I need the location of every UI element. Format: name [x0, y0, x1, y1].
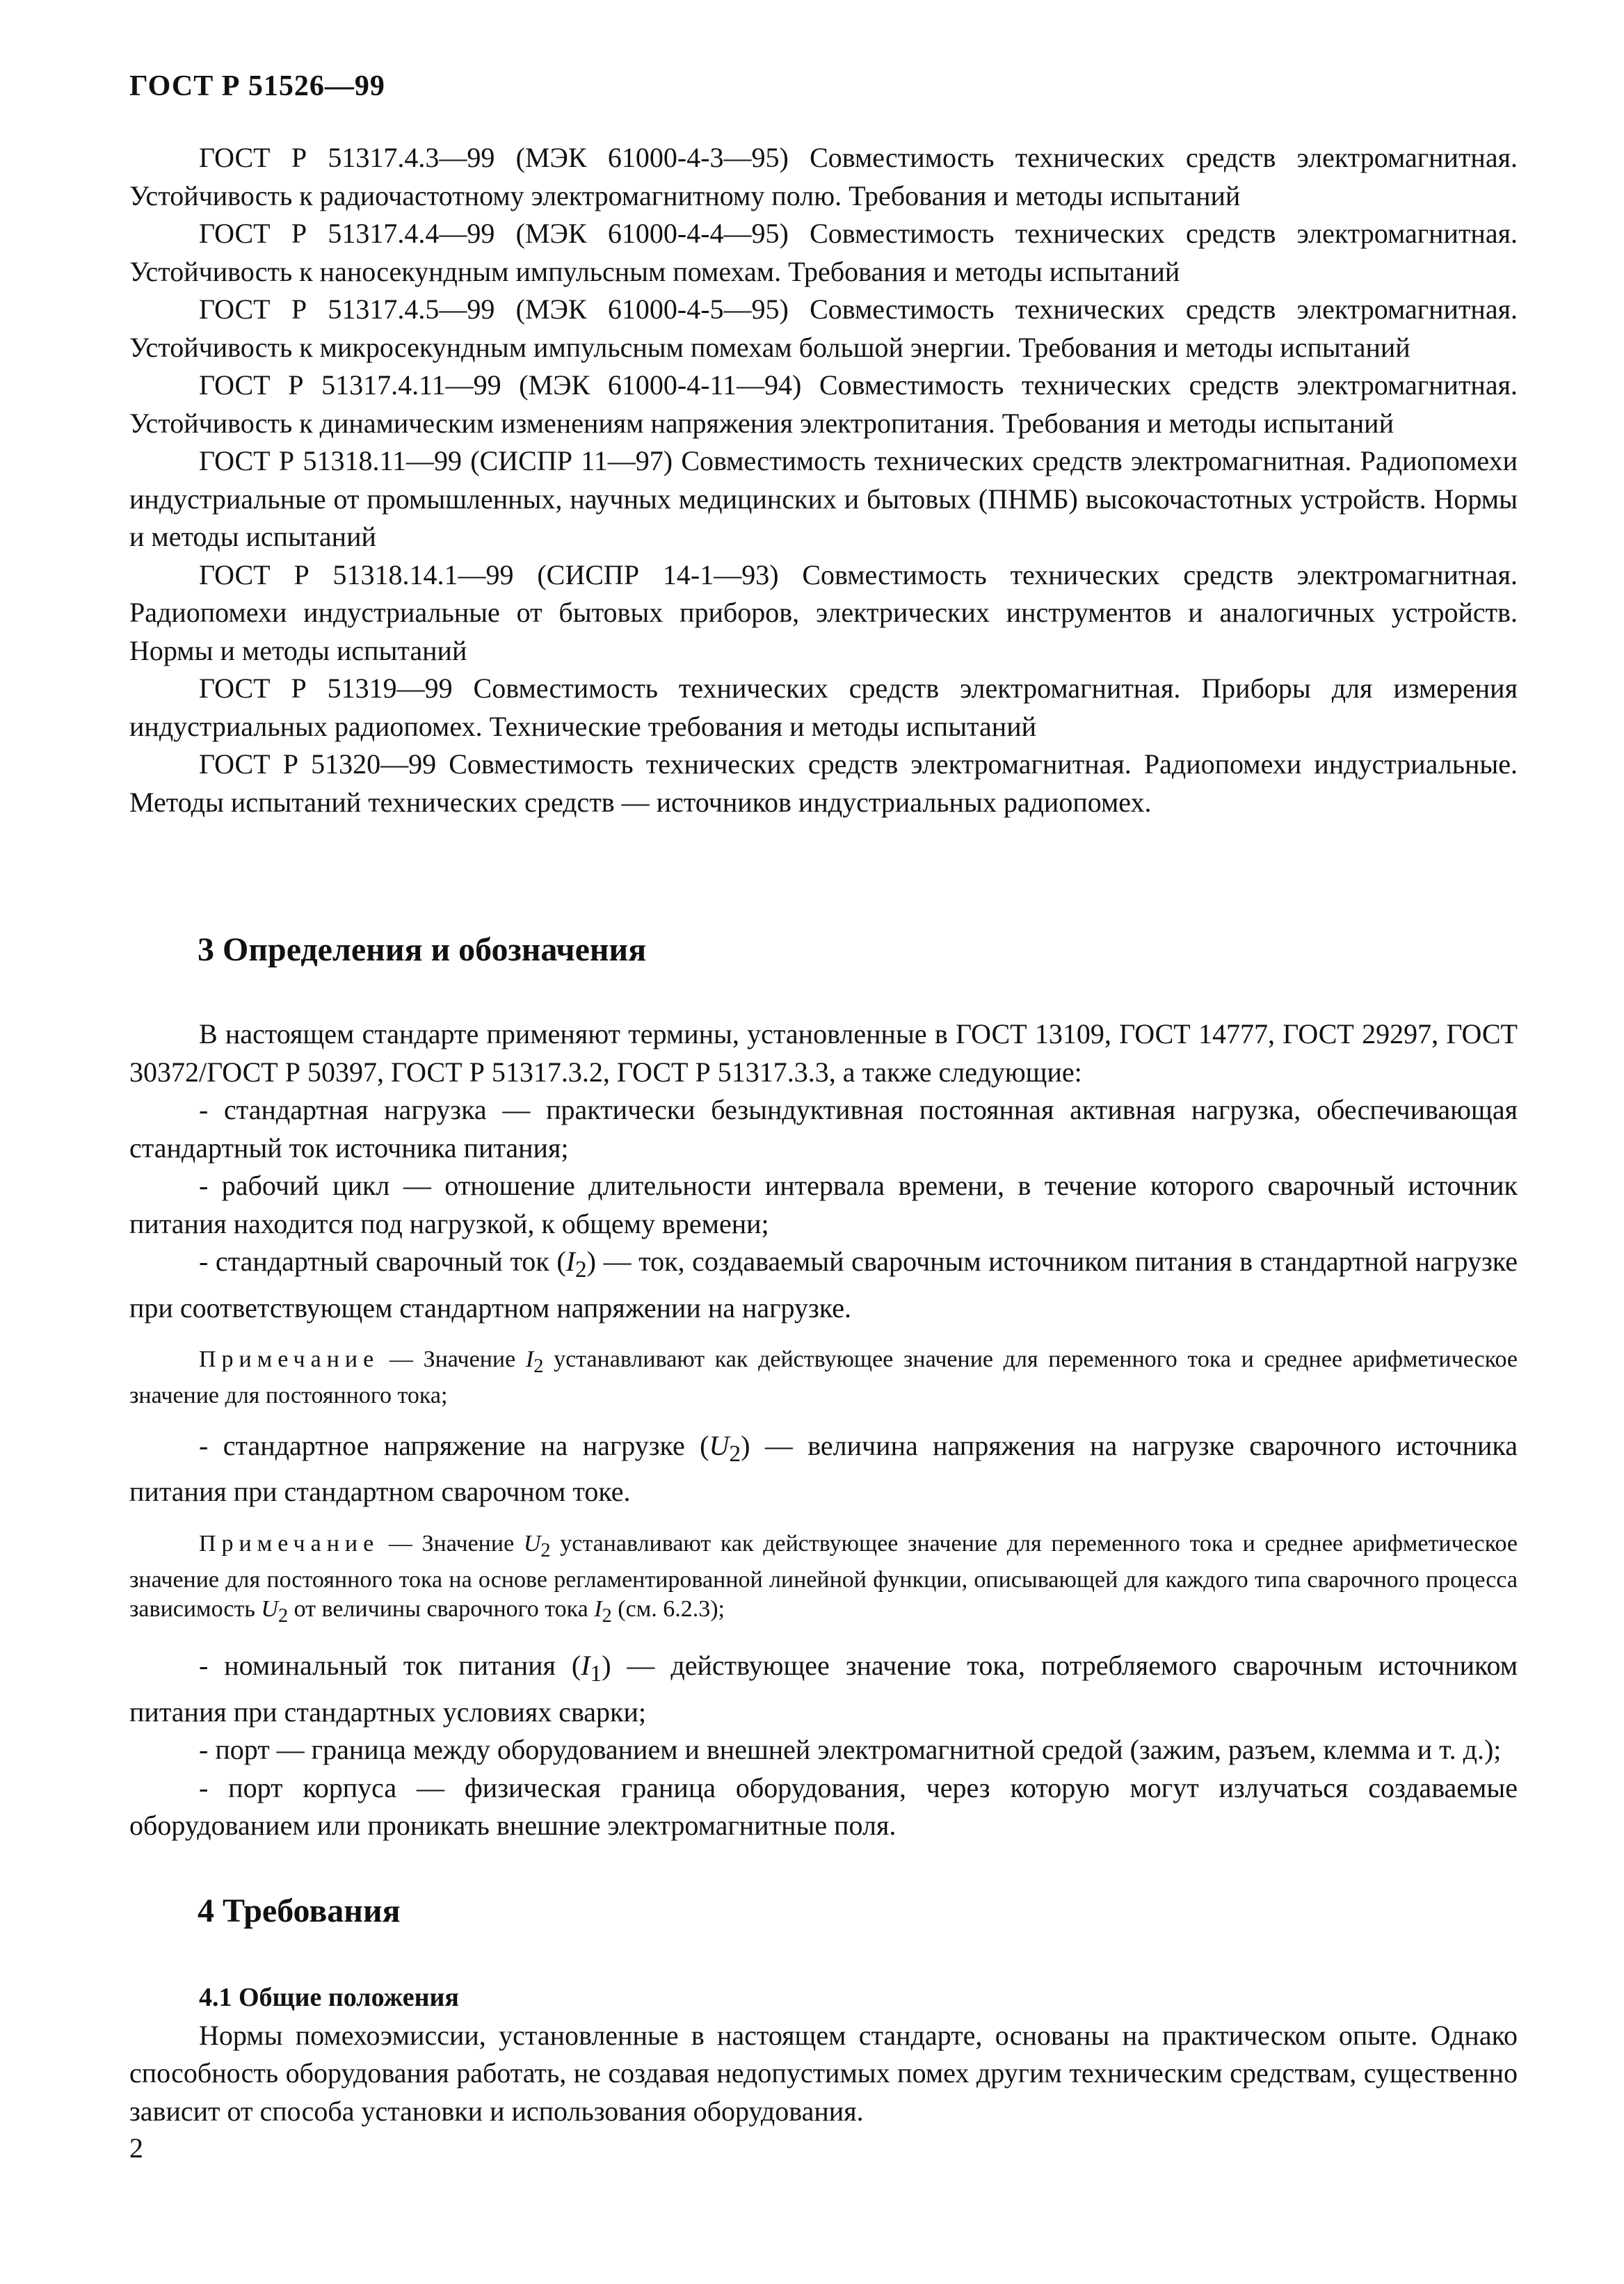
running-head: ГОСТ Р 51526—99 — [129, 70, 385, 102]
reference-item: ГОСТ Р 51317.4.11—99 (МЭК 61000-4-11—94) Совместимость технических средств электромагнитная. Устойчивость к динамическим изменениям напряжения электропитания. Требования и методы испытаний — [129, 369, 1518, 439]
page-number: 2 — [129, 2132, 143, 2164]
reference-item: ГОСТ Р 51317.4.4—99 (МЭК 61000-4-4—95) Совместимость технических средств электромагнитная. Устойчивость к наносекундным импульсным помехам. Требования и методы испытаний — [129, 218, 1518, 287]
definition-welding-current: - стандартный сварочный ток $(I_2)$ — ток, создаваемый сварочным источником питания в стандартной нагрузке при соответствующем стандартном напряжении на нагрузке. — [129, 1246, 1518, 1324]
note-2: Примечание — Значение $U_2$ устанавливают как действующее значение для переменного тока и среднее арифметическое значение для постоянного тока на основе регламентированной линейной функции, описывающей для каждого типа сварочного процесса зависимость $U_2$ от величины сварочного тока $I_2$ (см. 6.2.3); — [129, 1530, 1518, 1627]
subsection-4-1-heading: 4.1 Общие положения — [199, 1983, 459, 2012]
reference-item: ГОСТ Р 51318.11—99 (СИСПР 11—97) Совместимость технических средств электромагнитная. Радиопомехи индустриальные от промышленных, научных медицинских и бытовых (ПНМБ) высокочастотных устройств. Нормы и методы испытаний — [129, 445, 1518, 552]
definition-load-voltage: - стандартное напряжение на нагрузке $(U_2)$ — величина напряжения на нагрузке сварочного источника питания при стандартном сварочном токе. — [129, 1429, 1518, 1508]
section-4-heading: 4 Требования — [198, 1892, 401, 1929]
note-label: Примечание — [199, 1530, 380, 1557]
normative-references-list — [129, 139, 1518, 821]
definitions-intro: В настоящем стандарте применяют термины, установленные в ГОСТ 13109, ГОСТ 14777, ГОСТ 29297, ГОСТ 30372/ГОСТ Р 50397, ГОСТ Р 51317.3.2, ГОСТ Р 51317.3.3, а также следующие: — [129, 1018, 1518, 1088]
note-label: Примечание — [199, 1346, 380, 1372]
definitions-section — [129, 1015, 1518, 1845]
note-1: Примечание — Значение $I_2$ устанавливают как действующее значение для переменного тока и среднее арифметическое значение для постоянного тока; — [129, 1346, 1518, 1408]
reference-item: ГОСТ Р 51320—99 Совместимость технических средств электромагнитная. Радиопомехи индустриальные. Методы испытаний технических средств — источников индустриальных радиопомех. — [129, 748, 1518, 818]
reference-item: ГОСТ Р 51317.4.3—99 (МЭК 61000-4-3—95) Совместимость технических средств электромагнитная. Устойчивость к радиочастотному электромагнитному полю. Требования и методы испытаний — [129, 142, 1518, 211]
definition-rated-current: - номинальный ток питания $(I_1)$ — действующее значение тока, потребляемого сварочным источником питания при стандартных условиях сварки; — [129, 1650, 1518, 1728]
subsection-4-1-text: Нормы помехоэмиссии, установленные в настоящем стандарте, основаны на практическом опыте. Однако способность оборудования работать, не создавая недопустимых помех другим техническим средствам, существенно зависит от способа установки и использования оборудования. — [129, 2019, 1518, 2127]
definition-duty-cycle: - рабочий цикл — отношение длительности интервала времени, в течение которого сварочный источник питания находится под нагрузкой, к общему времени; — [129, 1170, 1518, 1239]
section-4-1 — [129, 1979, 1518, 2130]
definition-enclosure-port: - порт корпуса — физическая граница оборудования, через которую могут излучаться создаваемые оборудованием или проникать внешние электромагнитные поля. — [129, 1771, 1518, 1842]
section-3-heading: 3 Определения и обозначения — [198, 931, 647, 968]
reference-item: ГОСТ Р 51319—99 Совместимость технических средств электромагнитная. Приборы для измерения индустриальных радиопомех. Технические требования и методы испытаний — [129, 673, 1518, 742]
reference-item: ГОСТ Р 51317.4.5—99 (МЭК 61000-4-5—95) Совместимость технических средств электромагнитная. Устойчивость к микросекундным импульсным помехам большой энергии. Требования и методы испытаний — [129, 293, 1518, 363]
definition-standard-load: - стандартная нагрузка — практически безындуктивная постоянная активная нагрузка, обеспечивающая стандартный ток источника питания; — [129, 1094, 1518, 1164]
reference-item: ГОСТ Р 51318.14.1—99 (СИСПР 14-1—93) Совместимость технических средств электромагнитная. Радиопомехи индустриальные от бытовых приборов, электрических инструментов и аналогичных устройств. Нормы и методы испытаний — [129, 558, 1518, 666]
definition-port: - порт — граница между оборудованием и внешней электромагнитной средой (зажим, разъем, клемма и т. д.); — [199, 1734, 1502, 1766]
